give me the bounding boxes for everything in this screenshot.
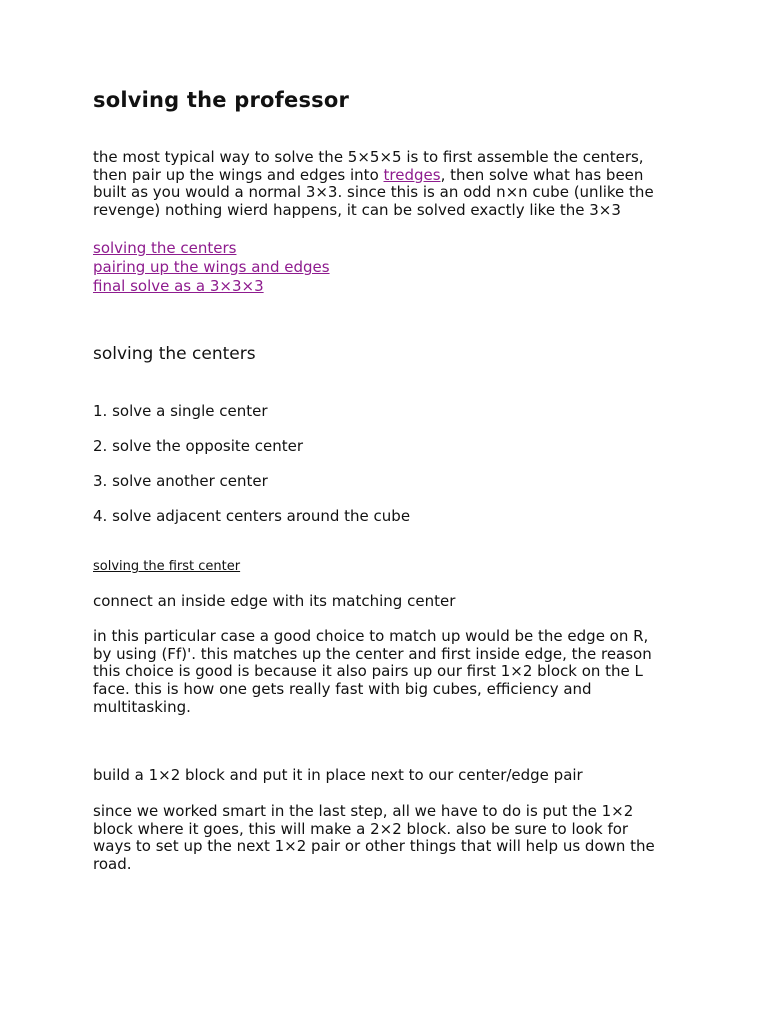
- toc-link-pairing-wings-edges[interactable]: pairing up the wings and edges: [93, 258, 330, 276]
- connect-paragraph: connect an inside edge with its matching center: [93, 592, 456, 610]
- case-line: in this particular case a good choice to match up would be the edge on R,: [93, 627, 649, 645]
- build-paragraph: build a 1×2 block and put it in place next to our center/edge pair: [93, 766, 583, 784]
- subheading: solving the first center: [93, 559, 241, 574]
- since-line: since we worked smart in the last step, all we have to do is put the 1×2: [93, 802, 634, 820]
- since-line: road.: [93, 855, 132, 874]
- since-line: ways to set up the next 1×2 pair or other things that will help us down the: [93, 837, 655, 856]
- case-paragraph: [93, 628, 693, 717]
- case-line: this choice is good is because it also pairs up our first 1×2 block on the L: [93, 662, 643, 681]
- toc-link-solving-centers[interactable]: solving the centers: [93, 239, 237, 257]
- intro-line-1: the most typical way to solve the 5×5×5 is to first assemble the centers,: [93, 148, 644, 166]
- step-item: 3. solve another center: [93, 472, 268, 490]
- toc-link-final-solve[interactable]: final solve as a 3×3×3: [93, 277, 264, 295]
- tredges-link[interactable]: tredges: [383, 165, 441, 184]
- intro-line-2-end: , then solve what has been: [440, 165, 644, 184]
- case-line: by using (Ff)'. this matches up the center and first inside edge, the reason: [93, 644, 652, 663]
- step-item: 2. solve the opposite center: [93, 437, 304, 455]
- intro-paragraph: [93, 149, 693, 220]
- case-line: face. this is how one gets really fast with big cubes, efficiency and: [93, 680, 592, 699]
- section-heading: solving the centers: [93, 344, 256, 364]
- intro-line-2-start: then pair up the wings and edges into: [93, 165, 384, 184]
- table-of-contents: [93, 239, 330, 296]
- since-paragraph: [93, 803, 693, 874]
- step-item: 4. solve adjacent centers around the cube: [93, 507, 411, 525]
- case-line: multitasking.: [93, 697, 191, 716]
- intro-line-2: [93, 167, 693, 185]
- intro-line-3: built as you would a normal 3×3. since this is an odd n×n cube (unlike the: [93, 183, 654, 202]
- page-title: solving the professor: [93, 88, 350, 112]
- intro-line-4: revenge) nothing wierd happens, it can be solved exactly like the 3×3: [93, 201, 621, 220]
- since-line: block where it goes, this will make a 2×2 block. also be sure to look for: [93, 819, 629, 838]
- step-item: 1. solve a single center: [93, 402, 268, 420]
